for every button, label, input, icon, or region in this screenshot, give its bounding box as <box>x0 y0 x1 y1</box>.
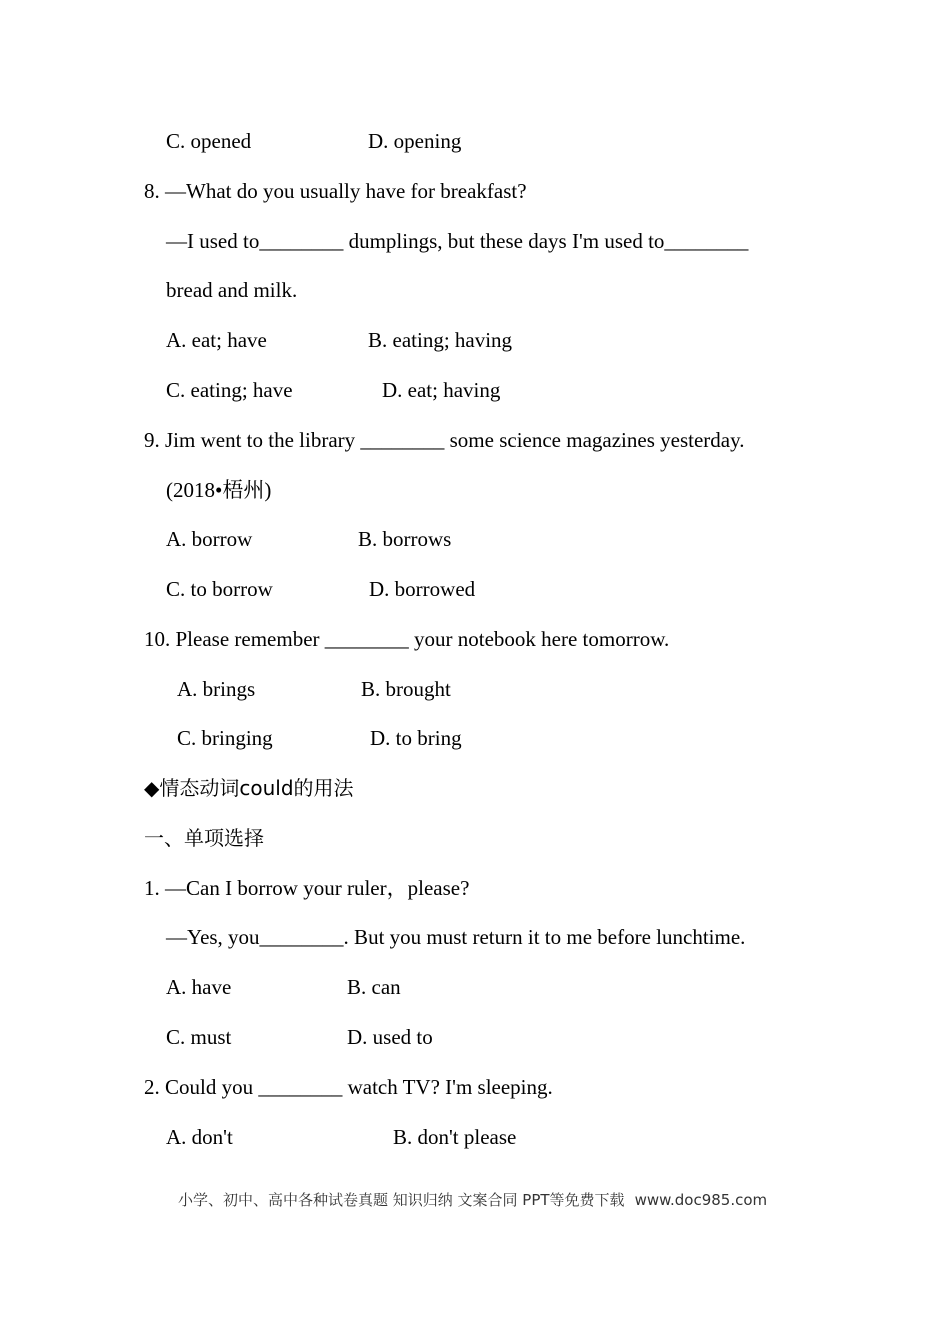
question-10-option-a: A. brings <box>177 677 256 701</box>
question-10-option-d: D. to bring <box>370 726 462 750</box>
question-8-option-c: C. eating; have <box>166 378 293 402</box>
question-8-reply-cont: bread and milk. <box>166 278 298 302</box>
question-9-stem: 9. Jim went to the library ________ some science magazines yesterday. <box>144 428 745 452</box>
question-8-stem: 8. —What do you usually have for breakfast? <box>144 179 527 203</box>
question-8-option-d: D. eat; having <box>382 378 501 402</box>
section-question-1-option-d: D. used to <box>347 1025 433 1049</box>
section-question-1-option-c: C. must <box>166 1025 232 1049</box>
question-8-option-b: B. eating; having <box>368 328 513 352</box>
footer-text: 小学、初中、高中各种试卷真题 知识归纳 文案合同 PPT等免费下载 <box>178 1191 625 1209</box>
section-question-2-stem: 2. Could you ________ watch TV? I'm sleeping. <box>144 1075 553 1099</box>
question-9-source: (2018•梧州) <box>166 478 272 502</box>
section-question-1-reply: —Yes, you________. But you must return it to me before lunchtime. <box>166 925 746 949</box>
question-10-stem: 10. Please remember ________ your notebook here tomorrow. <box>144 627 670 651</box>
section-question-1-option-b: B. can <box>347 975 401 999</box>
question-9-option-d: D. borrowed <box>369 577 476 601</box>
section-heading: ◆情态动词could的用法 <box>144 776 354 800</box>
question-9-option-a: A. borrow <box>166 527 253 551</box>
question-10-option-b: B. brought <box>361 677 451 701</box>
option-c: C. opened <box>166 129 252 153</box>
section-subheading: 一、单项选择 <box>144 826 264 850</box>
section-question-2-option-b: B. don't please <box>393 1125 517 1149</box>
question-9-option-c: C. to borrow <box>166 577 273 601</box>
page-footer <box>178 1189 767 1211</box>
question-8-reply: —I used to________ dumplings, but these days I'm used to________ <box>166 229 749 253</box>
section-question-1-option-a: A. have <box>166 975 232 999</box>
option-d: D. opening <box>368 129 462 153</box>
question-8-option-a: A. eat; have <box>166 328 267 352</box>
question-10-option-c: C. bringing <box>177 726 273 750</box>
question-9-option-b: B. borrows <box>358 527 452 551</box>
section-question-2-option-a: A. don't <box>166 1125 233 1149</box>
footer-url[interactable]: www.doc985.com <box>634 1191 768 1209</box>
section-question-1-stem: 1. —Can I borrow your ruler，please? <box>144 876 470 900</box>
